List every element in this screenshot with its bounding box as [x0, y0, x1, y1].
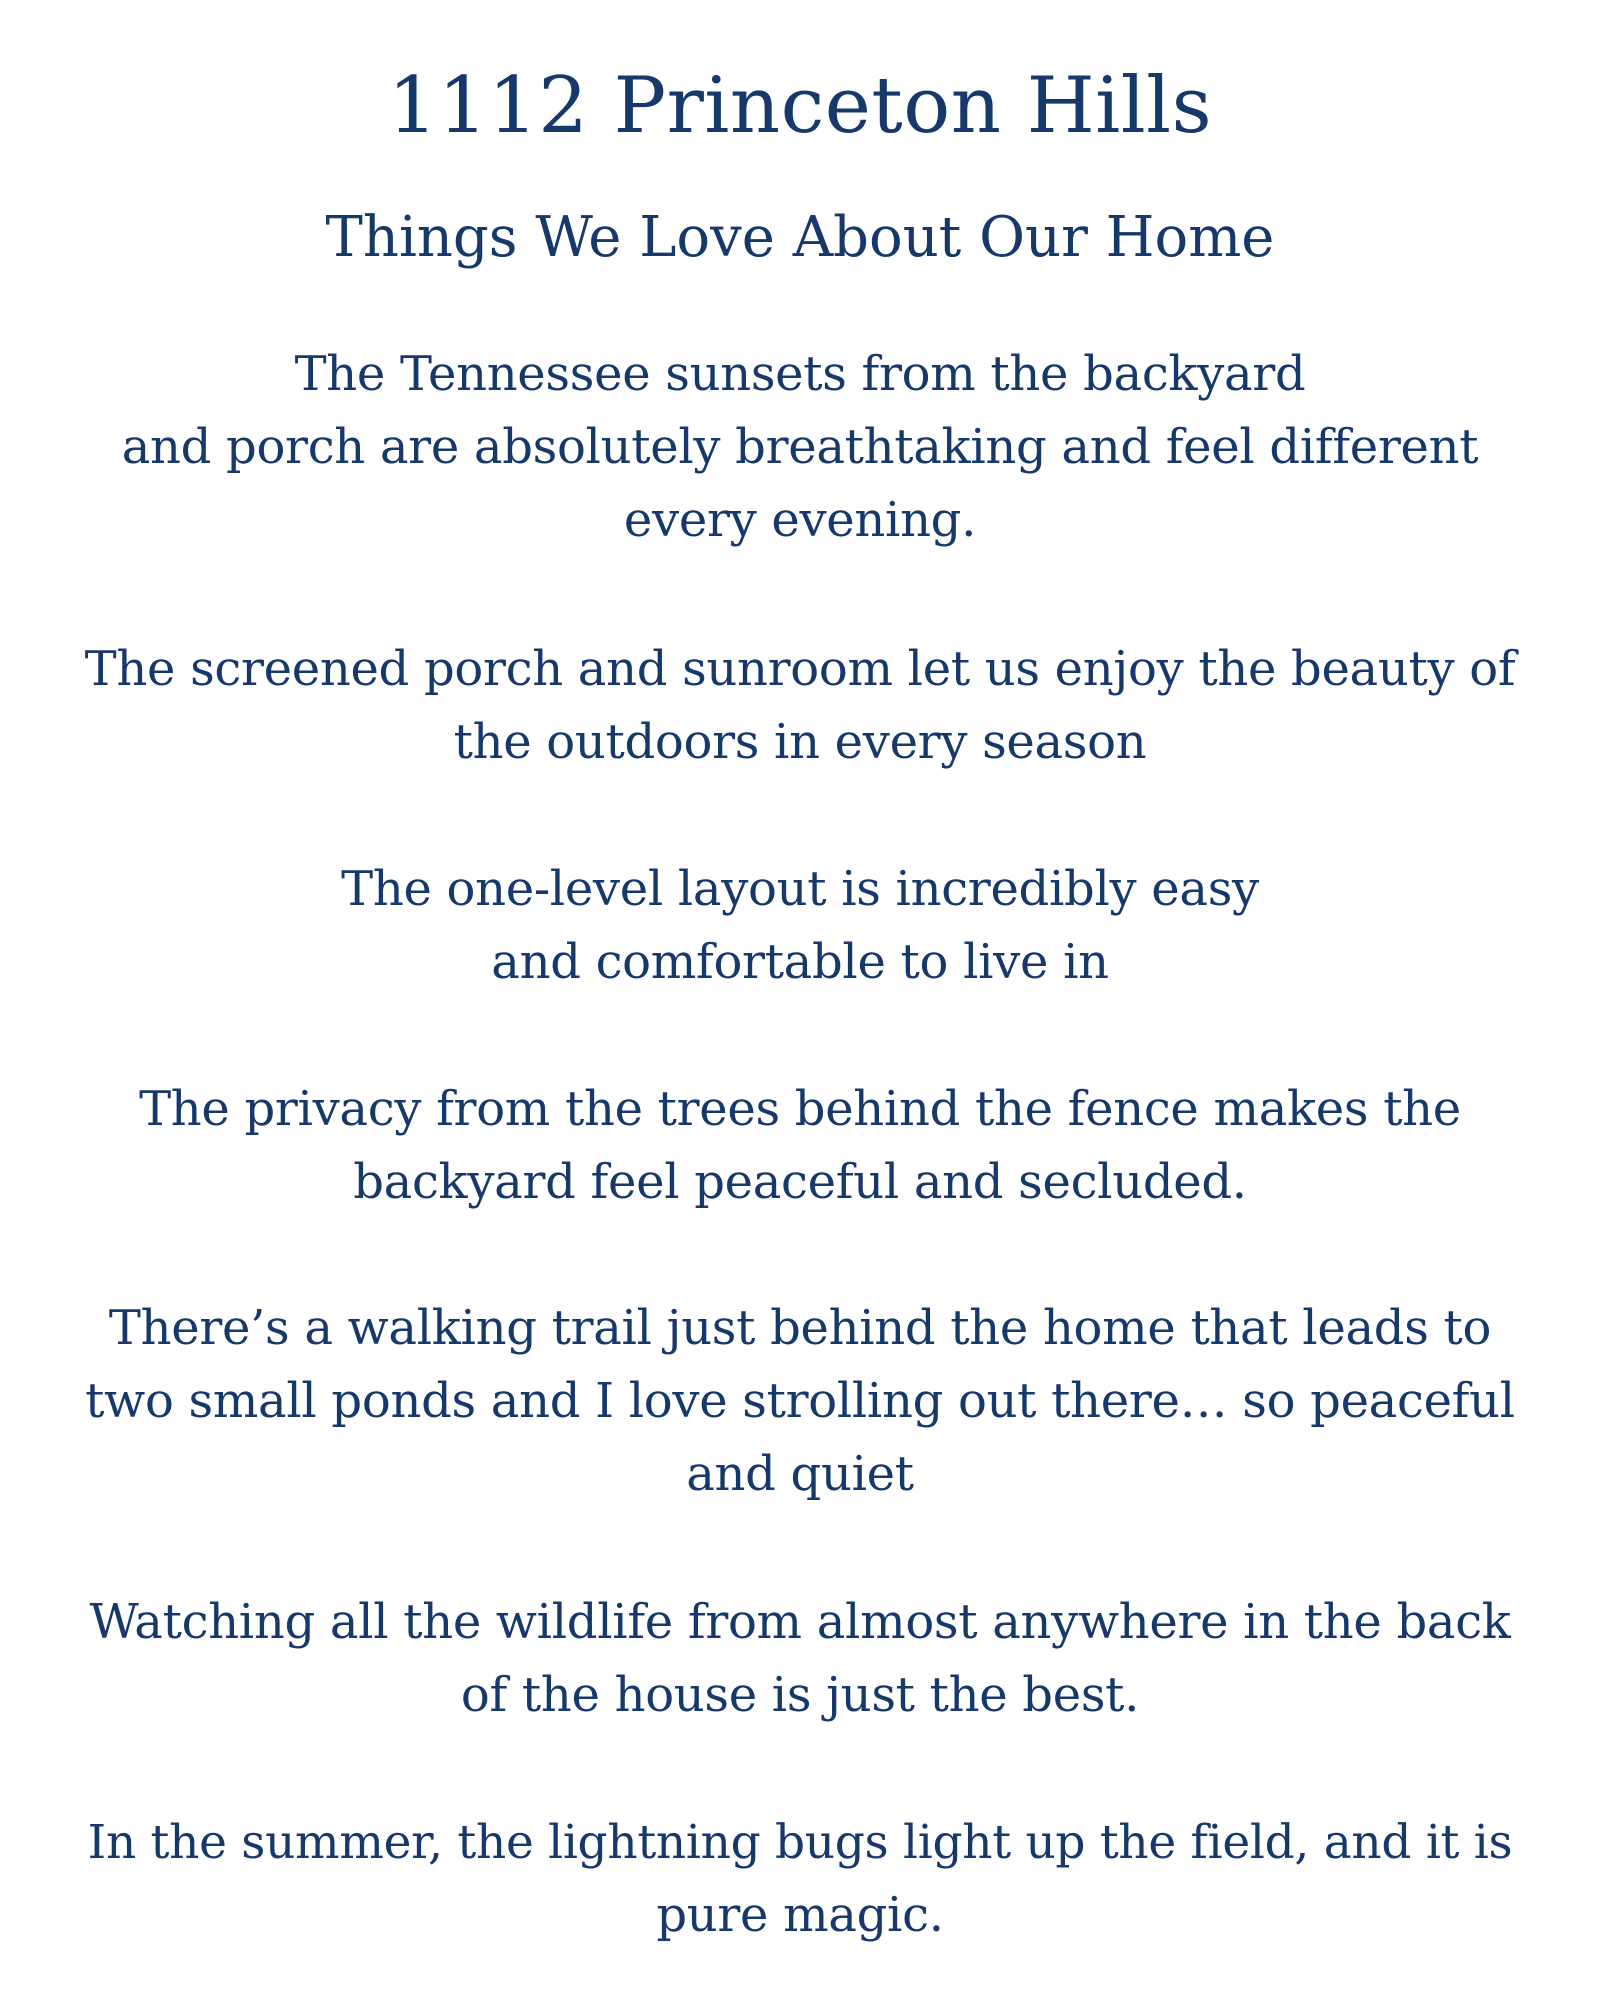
item-line: backyard feel peaceful and secluded. [353, 1154, 1247, 1210]
item-line: every evening. [623, 492, 977, 548]
item-line: The Tennessee sunsets from the backyard [294, 346, 1306, 402]
item-line: and porch are absolutely breathtaking and feel different [121, 419, 1479, 475]
item-line: and comfortable to live in [491, 934, 1109, 990]
page-title: 1112 Princeton Hills [387, 61, 1213, 151]
list-item [80, 633, 1520, 779]
list-item [80, 1073, 1520, 1219]
item-line: two small ponds and I love strolling out there… so peaceful [85, 1373, 1515, 1429]
list-item [80, 853, 1520, 999]
item-line: The screened porch and sunroom let us enjoy the beauty of [84, 641, 1516, 697]
item-line: pure magic. [656, 1887, 944, 1943]
item-line: and quiet [686, 1446, 914, 1502]
item-line: Watching all the wildlife from almost anywhere in the back [89, 1594, 1511, 1650]
list-item [80, 1292, 1520, 1511]
list-item [80, 1806, 1520, 1952]
item-line: of the house is just the best. [460, 1667, 1140, 1723]
list-item [80, 1586, 1520, 1732]
item-line: In the summer, the lightning bugs light up the field, and it is [87, 1815, 1513, 1870]
list-item [80, 338, 1520, 557]
item-line: There’s a walking trail just behind the home that leads to [108, 1300, 1492, 1356]
item-line: the outdoors in every season [453, 714, 1147, 770]
item-line: The privacy from the trees behind the fence makes the [139, 1081, 1461, 1137]
page-subtitle: Things We Love About Our Home [325, 205, 1275, 270]
item-line: The one-level layout is incredibly easy [341, 861, 1259, 917]
